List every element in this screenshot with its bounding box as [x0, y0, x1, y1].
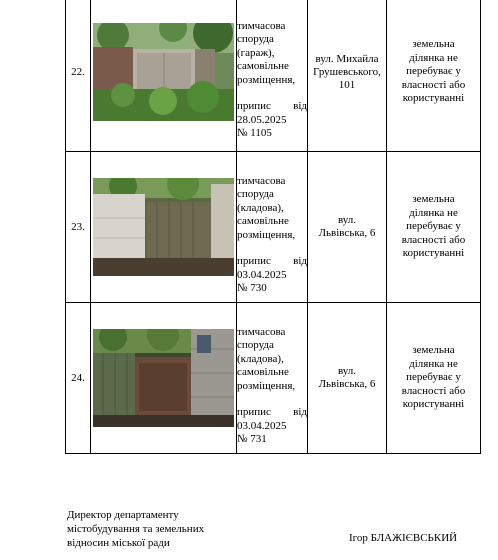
description-line: споруда — [237, 33, 274, 45]
table-row — [66, 152, 481, 303]
order-number: № 1105 — [237, 127, 272, 139]
status-line: власності або — [401, 78, 466, 91]
description-line: (гараж), — [237, 46, 275, 59]
address-line: вул. — [337, 214, 357, 226]
photo-cell — [91, 152, 237, 303]
description-line: самовільне — [237, 366, 289, 378]
status-line: земельна — [412, 193, 455, 206]
description-line: споруда — [237, 339, 274, 351]
row-number: 23. — [66, 152, 91, 303]
address-line: Львівська, 6 — [318, 227, 376, 239]
description-line: тимчасова — [237, 325, 286, 338]
order-word: припис — [237, 100, 271, 112]
photo-cell — [91, 303, 237, 454]
garage-photo — [93, 23, 234, 121]
address-line: вул. Михайла — [315, 52, 379, 65]
status-line: користуванні — [402, 247, 465, 260]
description-line: розміщення, — [237, 73, 296, 86]
storage-shed-photo — [93, 178, 234, 276]
signature-position — [67, 508, 204, 550]
row-number: 22. — [66, 0, 91, 152]
address-cell — [308, 152, 387, 303]
description-cell — [237, 303, 308, 454]
description-line: розміщення, — [237, 379, 296, 392]
status-line: ділянка не — [409, 51, 458, 64]
description-line: самовільне — [237, 215, 289, 227]
status-cell — [387, 303, 481, 454]
table-row — [66, 303, 481, 454]
status-line: перебуває у — [406, 371, 461, 384]
address-line: Львівська, 6 — [318, 378, 376, 390]
order-number: № 731 — [237, 433, 267, 445]
description-line: тимчасова — [237, 174, 286, 187]
position-line: відносин міської ради — [67, 537, 170, 549]
description-line: розміщення, — [237, 228, 296, 241]
position-line: містобудування та земельних — [67, 523, 205, 535]
photo-cell — [91, 0, 237, 152]
status-line: користуванні — [402, 92, 465, 105]
address-line: Грушевського, — [313, 65, 381, 78]
status-line: ділянка не — [409, 206, 458, 219]
address-cell — [308, 0, 387, 152]
status-line: перебуває у — [406, 65, 461, 78]
order-number: № 730 — [237, 282, 267, 294]
order-word: припис — [237, 255, 271, 267]
description-line: тимчасова — [237, 19, 286, 32]
order-from: від — [293, 100, 307, 112]
status-cell — [387, 0, 481, 152]
description-line: споруда — [237, 188, 274, 200]
storage-shed-photo — [93, 329, 234, 427]
position-line: Директор департаменту — [67, 509, 179, 521]
order-date: 03.04.2025 — [237, 419, 287, 432]
address-cell — [308, 303, 387, 454]
order-word: припис — [237, 406, 271, 418]
status-line: власності або — [401, 233, 466, 246]
description-cell — [237, 152, 308, 303]
status-line: земельна — [412, 344, 455, 357]
row-number: 24. — [66, 303, 91, 454]
description-line: самовільне — [237, 60, 289, 72]
address-line: вул. — [337, 365, 357, 377]
description-line: (кладова), — [237, 352, 284, 365]
order-date: 28.05.2025 — [237, 113, 287, 126]
status-line: користуванні — [402, 398, 465, 411]
description-line: (кладова), — [237, 201, 284, 214]
status-line: земельна — [412, 38, 455, 51]
status-line: перебуває у — [406, 220, 461, 233]
order-from: від — [293, 406, 307, 418]
description-cell — [237, 0, 308, 152]
status-line: ділянка не — [409, 357, 458, 370]
order-from: від — [293, 255, 307, 267]
status-cell — [387, 152, 481, 303]
registry-table — [65, 0, 481, 454]
status-line: власності або — [401, 384, 466, 397]
order-date: 03.04.2025 — [237, 268, 287, 281]
signatory-name: Ігор БЛАЖІЄВСЬКИЙ — [349, 532, 458, 544]
table-row — [66, 0, 481, 152]
address-line: 101 — [338, 78, 356, 91]
